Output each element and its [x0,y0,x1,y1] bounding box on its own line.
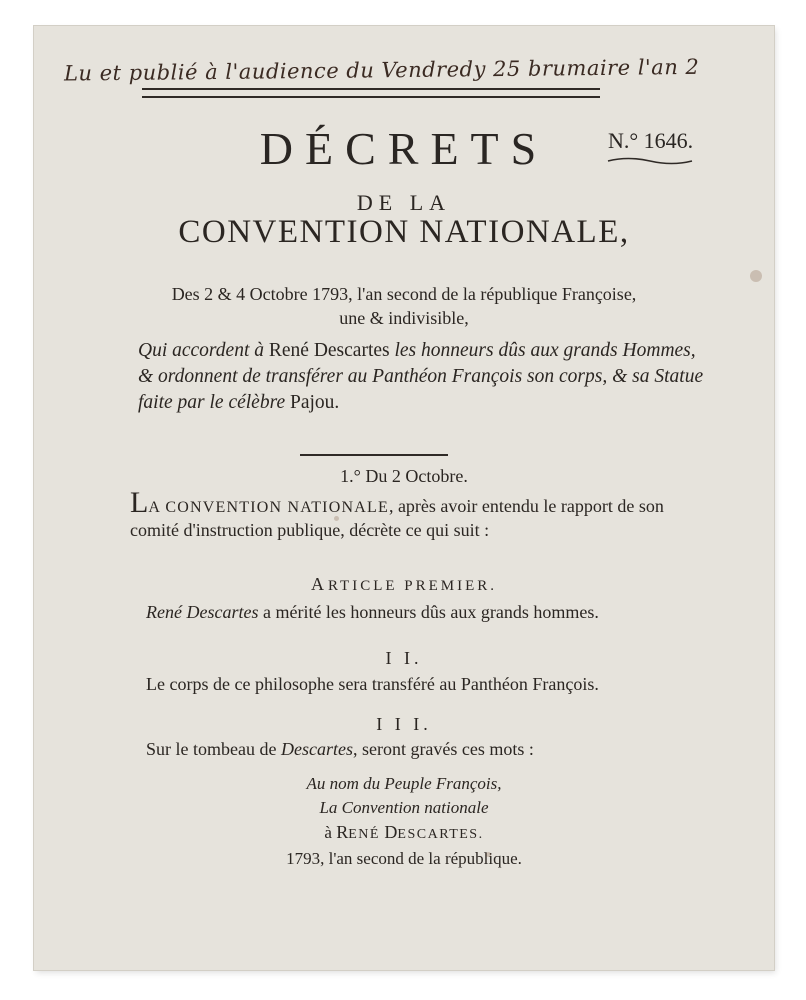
dates-block [34,282,774,330]
article-3-post: , seront gravés ces mots : [352,739,534,759]
section-subhead: 1.° Du 2 Octobre. [340,466,468,486]
paper-stain [486,852,491,857]
document-number: N.° 1646. [608,128,694,153]
middle-rule [300,454,448,456]
article-1-body: a mérité les honneurs dûs aux grands hommes. [258,602,599,622]
double-rule [142,88,600,98]
article-1-text [130,601,704,623]
de-la-line: DE LA [356,190,452,215]
inscription-line-1: Au nom du Peuple François, [306,774,502,793]
article-3-name: Descartes [280,739,353,759]
convention-heading: CONVENTION NATIONALE, [178,214,630,250]
inscription-line-2: La Convention nationale [319,798,489,817]
paper-stain [334,516,339,521]
article-1-cap: A [310,574,328,594]
article-3-heading: I I I. [376,714,432,734]
summary-name: René Descartes [268,340,390,361]
summary-part-2: les honneurs dûs aux grands Hommes, & ordonnent de transférer au Panthéon François son corps, & sa Statue faite par le célèbre [138,340,704,413]
article-1-heading [34,574,774,595]
article-3-pre: Sur le tombeau de [146,739,281,759]
paper-stain [750,270,762,282]
summary-part-1: Qui accordent à [138,340,269,361]
article-1-name: René Descartes [146,602,259,622]
summary-paragraph [138,338,708,416]
number-flourish [606,156,694,166]
handwritten-note: Lu et publié à l'audience du Vendredy 25 brumaire l'an 2 [63,54,700,86]
dates-line-2: une & indivisible, [339,308,469,328]
article-1-rest: RTICLE PREMIER. [327,578,498,594]
intro-rest: , après avoir entendu le rapport de son comité d'instruction publique, décrète ce qui suit : [130,496,664,540]
inscription-block [34,772,774,871]
article-2-heading: I I. [385,648,423,668]
dates-line-1: Des 2 & 4 Octobre 1793, l'an second de la république Françoise, [171,284,637,304]
intro-dropcap: L [130,486,149,519]
document-title: DÉCRETS [259,123,549,174]
intro-paragraph [130,486,704,541]
intro-small-caps: A CONVENTION NATIONALE [148,499,389,516]
document-sheet [34,26,774,970]
inscription-line-4: 1793, l'an second de la république. [286,849,522,868]
article-2-text: Le corps de ce philosophe sera transféré au Panthéon François. [146,674,599,694]
article-3-text [130,738,704,760]
inscription-line-3: à RENÉ DESCARTES. [324,822,484,842]
summary-sculptor: Pajou. [289,392,340,413]
